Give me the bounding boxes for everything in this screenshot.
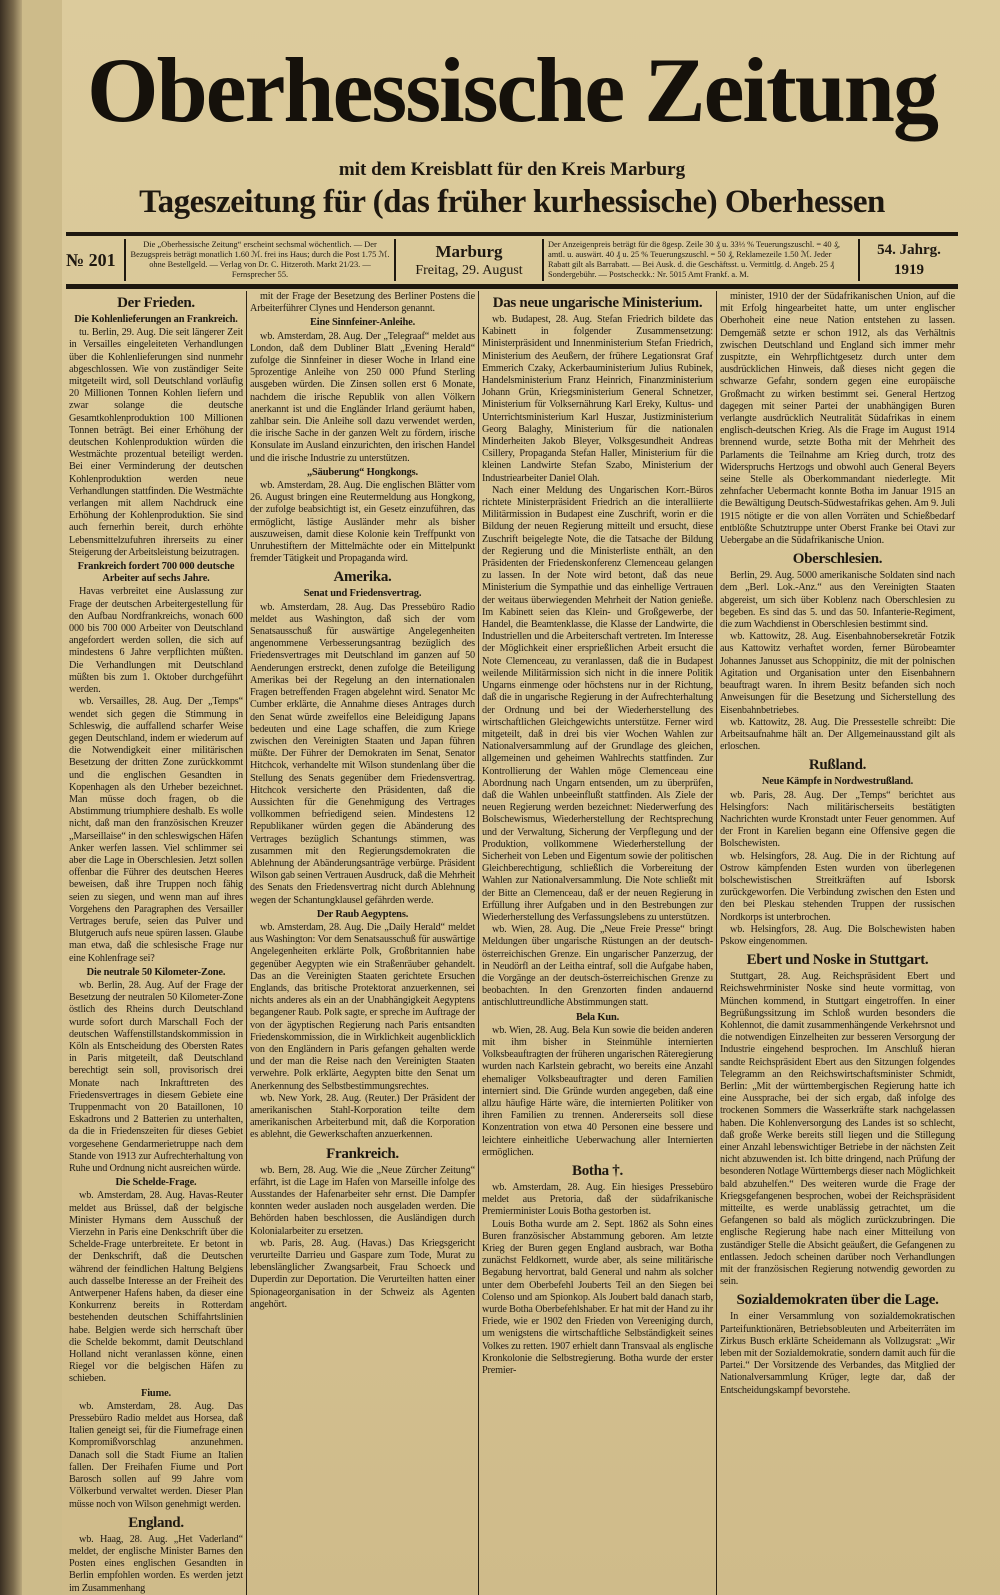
- page-content: [66, 0, 958, 1595]
- city: Marburg: [435, 241, 503, 261]
- volume-year: [860, 240, 958, 280]
- article-headline: Amerika.: [333, 569, 392, 586]
- masthead-subtitle: mit dem Kreisblatt für den Kreis Marburg: [338, 159, 686, 180]
- article-subheadline: „Säuberung“ Hongkongs.: [306, 466, 419, 478]
- article-headline: England.: [128, 1514, 184, 1531]
- masthead-title: Oberhessische Zeitung: [87, 39, 937, 141]
- article-paragraph: wb. Amsterdam, 28. Aug. Der „Telegraaf“ meldet aus London, daß dem Dubliner Blatt „Evening Herald“ zufolge die Sinnfeiner in dieser Woche in Irland eine 5prozentige Anleihe von 250 000 Pfund Sterling ausgeben würden. Die Zinsen sollen erst 6 Monate, nachdem die irische Republik von allen Völkern anerkannt ist und die Engländer Irland geräumt haben, zahlbar sein. Die Anleihe soll dazu verwendet werden, die irische Sache in der ganzen Welt zu fördern, irische Konsulate im Ausland einzurichten, den irischen Handel und die irische Industrie zu unterstützen.: [250, 330, 475, 464]
- article-subheadline: Eine Sinnfeiner-Anleihe.: [309, 317, 416, 329]
- article-paragraph: wb. Kattowitz, 28. Aug. Eisenbahnobersekretär Fotzik aus Kattowitz verhaftet worden, ferner Bürobeamter Johannes Janusset aus Schoppinitz, die mit der polnischen Agitation und Organisation unter den Eisenbahnern beauftragt waren. In ihrem Besitz befanden sich noch Anweisungen für die Besetzung und Sicherstellung des Eisenbahnbetriebes.: [720, 631, 955, 716]
- article-subheadline: Die Schelde-Frage.: [115, 1177, 197, 1189]
- article-subheadline: Die Kohlenlieferungen an Frankreich.: [74, 314, 238, 325]
- publisher-note: Die „Oberhessische Zeitung“ erscheint sechsmal wöchentlich. — Der Bezugspreis beträgt monatlich 1.60 ℳ. frei ins Haus; durch die Post 1.75 ℳ. ohne Bestellgeld. — Verlag von Dr. C. Hitzeroth. Markt 21/23. — Fernsprecher 55.: [124, 239, 396, 281]
- article-paragraph: wb. Budapest, 28. Aug. Stefan Friedrich bildete das Kabinett in folgender Zusammensetzung: Ministerpräsident und Innenministerium Stefan Friedrich, Ministerium des Aeußern, der frühere Legationsrat Graf Emmerich Czaky, Ackerbauministerium Julius Rubinek, Handelsministerium Franz Heinrich, Finanzministerium Johann Grün, Kriegsministerium General Schnetzer, Ministerium für Volksernährung Karl Ereky, Kultus- und Unterrichtsministerium Karl Huszar, Justizministerium Georg Balaghy, Ministerium für die nationalen Minderheiten Jakob Bleyer, Volksgesundheit Andreas Csillery, Propaganda Stefan Haller, Ministerium für die kleinen Landwirte Stefan Szabo, Ministerium der Industriearbeiter Daniel Olah.: [482, 314, 713, 484]
- article-columns: [66, 291, 958, 1595]
- article-paragraph: wb. Amsterdam, 28. Aug. Die „Daily Herald“ meldet aus Washington: Vor dem Senatsausschuß für auswärtige Angelegenheiten erklärte Polk, Großbritannien habe gegenüber Aegypten wie ein Straßenräuber gehandelt. Das an die Vereinigten Staaten gerichtete Ersuchen Englands, das britische Protektorat anzuerkennen, sei nichts anderes als ein an der Unabhängigkeit Aegyptens begangener Raub. Polk sagte, er spreche im Auftrage der von der ägyptischen Regierung nach Paris entsandten Friedenskommission, die in Wirklichkeit augenblicklich von den Engländern in Paris gefangen gehalten werde und der man die Reise nach den Vereinigten Staaten verwehre. Polk erklärte, Aegypten bitte den Senat um Anerkennung des Selbstbestimmungsrechtes.: [250, 921, 475, 1092]
- article-subheadline: Neue Kämpfe in Nordwestrußland.: [761, 776, 914, 788]
- issue-date: Freitag, 29. August: [415, 262, 523, 278]
- article-paragraph: wb. Wien, 28. Aug. Die „Neue Freie Presse“ bringt Meldungen über ungarische Rüstungen an der deutsch-österreichischen Grenze. Ein ungarischer Panzerzug, der in Neudörfl an der Leitha eintraf, soll die Aufgabe haben, die Vorgänge an der deutsch-österreichischen Grenze zu beobachten. In den Grenzorten finden andauernd antischluttreundliche Abstimmungen statt.: [482, 924, 713, 1009]
- article-headline: Ebert und Noske in Stuttgart.: [746, 952, 929, 969]
- column-3: [478, 291, 716, 1595]
- article-paragraph: wb. Paris, 28. Aug. (Havas.) Das Kriegsgericht verurteilte Darrieu und Gaspare zum Tode, Murat zu lebenslänglicher Zwangsarbeit, Frau Schoeck und Duperdin zur Deportation. Die Verurteilten hatten einer Spionageorganisation in der Schweiz als Agenten angehört.: [250, 1237, 475, 1310]
- article-paragraph: Berlin, 29. Aug. 5000 amerikanische Soldaten sind nach dem „Berl. Lok.-Anz.“ aus den Vereinigten Staaten abgereist, um sich über Koblenz nach Oberschlesien zu begeben. Es sind das 5. und das 50. Infanterie-Regiment, die zum Wachdienst in Oberschlesien bestimmt sind.: [720, 570, 955, 631]
- adjacent-page-strip: [22, 0, 63, 1595]
- article-paragraph: wb. Versailles, 28. Aug. Der „Temps“ wendet sich gegen die Stimmung in Schleswig, die auffallend scharfer Weise gegen Deutschland, indem er wiederum auf die Notwendigkeit einer militärischen Besetzung der dritten Zone zurückkommt und die englischen Gesandten in Kopenhagen als den Urheber bezeichnet. Man müsse doch fragen, ob die Abstimmung triumphiere deshalb. Es wolle nicht, daß man den französischen Kreuzer „Marseillaise“ in den schleswigschen Häfen Anker werfen lassen. Viel schlimmer sei aber die Lage in Oberschlesien. Jetzt sollen offenbar die Führer des deutschen Heeres beweisen, daß ihre Truppen noch fähig seien zu siegen, und wenn man auf ihres Vorgehens den Paragraphen des Versailler Vertrages berufe, seien das Pulver und Blutgeruch aufs neue spüren lassen. Glaube man etwa, daß die schlesische Frage nur eine Kohlenfrage sei?: [69, 696, 243, 964]
- article-paragraph: wb. Amsterdam, 28. Aug. Die englischen Blätter vom 26. August bringen eine Reutermeldung aus Hongkong, der zufolge beabsichtigt ist, ein Gesetz einzuführen, das ermöglicht, lästige Ausländer mehr als bisher auszuweisen, damit diese Kolonie kein Treffpunkt von Unruhestiftern der Mittelmächte oder ein Mittelpunkt fremder Tätigkeit und Propaganda wird.: [250, 480, 475, 565]
- dateline: [396, 242, 542, 279]
- article-paragraph: wb. Paris, 28. Aug. Der „Temps“ berichtet aus Helsingfors: Nach militärischerseits bestätigten Nachrichten wurde Kronstadt unter Feuer genommen. Auf der Front in Karelien begann eine Offensive gegen die Bolschewisten.: [720, 789, 955, 850]
- article-paragraph: Louis Botha wurde am 2. Sept. 1862 als Sohn eines Buren französischer Abstammung geboren. Am letzte Krieg der Buren gegen England ausbrach, war Botha zunächst Feldkornett, wurde aber, als seine militärische Begabung hervortrat, bald General und nahm als solcher unter dem Oberbefehl Jouberts Teil an den Siegen bei Colenso und am Spionkop. Als Joubert bald danach starb, wurde Botha Oberbefehlshaber. Er hat mit der Hand zu ihr Friede, wie er 1902 den Frieden von Vereeniging durch, um wenigstens die wirtschaftliche Selbständigkeit seines Volkes zu retten. 1907 erhielt dann Transvaal als englische Kronkolonie die Selbstregierung. Botha wurde der erster Premier-: [482, 1218, 713, 1377]
- year: 1919: [894, 262, 924, 278]
- article-subheadline: Die neutrale 50 Kilometer-Zone.: [86, 966, 226, 978]
- article-paragraph: wb. Wien, 28. Aug. Bela Kun sowie die beiden anderen mit ihm bisher in Steinmühle internierten Volksbeauftragten der früheren ungarischen Räteregierung wurden nach Karlstein gebracht, wo bereits eine Anzahl ehemaliger Volksbeauftragter und deren Familien interniert sind. Die Gründe wurden angegeben, daß eine allzu häufige Härte wäre, die internierten Politiker von ihren Familien zu trennen. Andererseits soll diese Konzentration von etwa 40 Personen eine bessere und leichtere einheitliche Ueberwachung aller Internierten ermöglichen.: [482, 1024, 713, 1158]
- article-headline: Rußland.: [808, 757, 867, 774]
- article-headline: Der Frieden.: [117, 295, 195, 311]
- article-paragraph: wb. Helsingfors, 28. Aug. Die Bolschewisten haben Pskow eingenommen.: [720, 923, 955, 947]
- article-paragraph: Havas verbreitet eine Auslassung zur Frage der deutschen Arbeitergestellung für den Aufbau Nordfrankreichs, wonach 600 000 bis 700 000 Arbeiter von Deutschland angefordert werden sollen, die sich auf mindestens 6 Jahre verpflichten müßten. Die Verhandlungen mit Deutschland müßten bis zum 1. Oktober durchgeführt werden.: [69, 586, 243, 696]
- article-paragraph: wb. Haag, 28. Aug. „Het Vaderland“ meldet, der englische Minister Barnes den Posten eines englischen Gesandten in Berlin empfohlen worden. Es werden jetzt im Zusammenhang: [69, 1533, 243, 1594]
- article-paragraph: wb. Bern, 28. Aug. Wie die „Neue Zürcher Zeitung“ erfährt, ist die Lage im Hafen von Marseille infolge des Ausstandes der Hafenarbeiter sehr ernst. Die Dampfer konnten weder ausladen noch ausgeladen werden. Die Behörden haben beschlossen, die Ausländigen durch Kolonialarbeiter zu ersetzen.: [250, 1164, 475, 1237]
- article-subheadline: Fiume.: [141, 1387, 171, 1399]
- article-paragraph: wb. Amsterdam, 28. Aug. Das Pressebüro Radio meldet aus Horsea, daß Italien geneigt sei, für die Fiumefrage einen Kompromißvorschlag anzunehmen. Danach soll die Stadt Fiume an Italien fallen. Der Freihafen Fiume und Port Barosch sollen auf 99 Jahre vom Völkerbund verwaltet werden. Dieser Plan müsse noch von Wilson genehmigt werden.: [69, 1400, 243, 1510]
- article-headline: Botha †.: [572, 1163, 623, 1180]
- column-2: [246, 291, 478, 1595]
- issue-number: № 201: [66, 249, 116, 270]
- article-subheadline: Senat und Friedensvertrag.: [303, 588, 422, 600]
- article-headline: Frankreich.: [326, 1145, 399, 1162]
- volume: 54. Jahrg.: [877, 242, 941, 258]
- article-paragraph: tu. Berlin, 29. Aug. Die seit längerer Zeit in Versailles eingeleiteten Verhandlungen über die Kohlenlieferungen sind nunmehr abgeschlossen. Wie von zuständiger Seite mitgeteilt wird, soll Deutschland vorläufig 20 Millionen Tonnen Kohlen liefern und zwar solange die deutsche Gesamtkohlenproduktion 100 Millionen Tonnen beträgt. Bei einer Erhöhung der deutschen Kohlenproduktion würden die Westmächte prozentual beteiligt werden. Bei einer Verminderung der deutschen Kohlenproduktion werden neue Verhandlungen stattfinden. Die Westmächte verlangen mit allem Nachdruck eine Erhöhung der Kohlenproduktion. Sie sind auch fernerhin bereit, durch erhöhte Lebensmittelzufuhren ihrerseits zu einer Steigerung der Arbeitsleistung beizutragen.: [69, 327, 243, 558]
- article-paragraph: minister, 1910 der der Südafrikanischen Union, auf die mit Erfolg hingearbeitet hatte, um unter englischer Oberhoheit eine neue Nation entstehen zu lassen. Demgemäß setzte er schon 1912, als das Verhältnis zwischen Deutschland und England sich immer mehr zuspitzte, ein Wehrpflichtgesetz durch unter dem ausdrücklichen Hinweis, daß dieses nicht gegen die schwarze Gefahr, sondern gegen eine europäische Großmacht zu wirken bestimmt sei. General Hertzog dagegen mit seiner Partei der unabhängigen Buren verlangte ausdrücklich Neutralität Südafrikas in einem englisch-deutschen Krieg. Als die Frage im August 1914 brennend wurde, setzte Botha mit der Mehrheit des Parlaments die Teilnahme am Krieg durch, trotz des Widerspruchs Hertzogs und obwohl auch General Beyers seine Stelle als Oberkommandant niederlegte. Mit zehnfacher Uebermacht konnte Botha im Januar 1915 an die Bewältigung Deutsch-Südwestafrikas gehen. Am 9. Juli 1915 nötigte er die von allen Vorräten und Schießbedarf entblößte Schutztruppe unter Oberst Franke bei Otavi zur Uebergabe an die Südafrikanische Union.: [720, 291, 955, 547]
- article-paragraph: wb. Kattowitz, 28. Aug. Die Pressestelle schreibt: Die Arbeitsaufnahme hält an. Der Allgemeinausstand gilt als erloschen.: [720, 716, 955, 753]
- scan-edge: [0, 0, 22, 1595]
- article-headline: Sozialdemokraten über die Lage.: [736, 1292, 939, 1309]
- article-paragraph: Nach einer Meldung des Ungarischen Korr.-Büros richtete Ministerpräsident Friedrich an die interalliierte Militärmission in Budapest eine Zuschrift, worin er die Bildung der neuen Regierung mitteilt und ersucht, diese Zuschrift beigelegte Note, die die Tatsache der Bildung der Regierung und die Ministerliste enthält, an den Präsidenten der Friedenskonferenz Clemenceau gelangen zu lassen. In der Note wird betont, daß das neue Ministerium die Sympathie und das einhellige Vertrauen der weitaus überwiegenden Mehrheit der Nation genieße. Im Kabinett seien das Klein- und Großgewerbe, der Handel, die Beamtenklasse, die Klasse der Landwirte, die Industriellen und die Arbeiterschaft vertreten. Im Interesse der Möglichkeit einer ersprießlichen Arbeit ersucht die Note Clemenceau, zu veranlassen, daß die in Budapest weilende Militärmission sich nicht in die innere Politik Ungarns einmenge oder höchstens nur in der Richtung, daß die in ungarische Regierung in der Aufrechterhaltung der Ordnung und bei der Wiederherstellung des wirtschaftlichen Gleichgewichts unterstütze. Ferner wird mitgeteilt, daß in drei bis vier Wochen Wahlen zur Nationalversammlung auf der Grundlage des gleichen, allgemeinen und geheimen Wahlrechts stattfinden. Zur Kontrollierung der Wahlen möge Clemenceau eine Abordnung nach Ungarn entsenden, um zu überprüfen, daß die Wahlen unbeeinflußt stattfinden. Als Ziele der neuen Regierung werden bezeichnet: Niederwerfung des Bolschewismus, Wiederherstellung der Rechtsprechung und der Verwaltung, Sicherung der Verpflegung und der Produktion, vollkommene Wiederherstellung der Sicherheit von Leben und Eigentum sowie der politischen Gleichberechtigung, schließlich die Vorbereitung der Wahlen zur Nationalversammlung. Die Note schließt mit der Bitte an Clemenceau, daß er der neuen Regierung in Erfüllung ihrer Aufgaben und in den Bestrebungen zur Wiederherstellung des Verfassungslebens zu unterstützen.: [482, 484, 713, 923]
- article-headline: Oberschlesien.: [792, 551, 883, 568]
- header-info-bar: [66, 232, 958, 289]
- article-subheadline: Bela Kun.: [575, 1011, 620, 1023]
- article-paragraph: wb. New York, 28. Aug. (Reuter.) Der Präsident der amerikanischen Stahl-Korporation teilte dem amerikanischen Arbeiterbund mit, daß die Korporation es ablehnt, die Gewerkschaften anzuerkennen.: [250, 1092, 475, 1141]
- article-paragraph: In einer Versammlung von sozialdemokratischen Parteifunktionären, Betriebsobleuten und Arbeiterräten im Zirkus Busch erklärte Scheidemann als Vollzugsrat: „Wir leben mit der Sozialdemokratie, sondern damit auch für die Partei.“ Der Vorsitzende des Verbandes, das Mitglied der Nationalversammlung Krüger, legte dar, daß der Entscheidungskampf bevorstehe.: [720, 1311, 955, 1396]
- article-paragraph: wb. Helsingfors, 28. Aug. Die in der Richtung auf Ostrow kämpfenden Esten wurden von überlegenen bolschewistischen Streitkräften auf Isborsk zurückgeworfen. Die Verbindung zwischen den Esten und den bei Pleskau stehenden Truppen der russischen Nordkorps ist unterbrochen.: [720, 850, 955, 923]
- masthead-tagline: Tageszeitung für (das früher kurhessische) Oberhessen: [139, 184, 885, 220]
- article-paragraph: Stuttgart, 28. Aug. Reichspräsident Ebert und Reichswehrminister Noske sind heute vormittag, von München kommend, in Stuttgart eingetroffen. In einer Begrüßungssitzung im Schloß wurden besonders die Kohlennot, die damit zusammenhängende Verkehrsnot und die notwendigen Einzelheiten zur besseren Versorgung der Industrie eingehend besprochen. Im Anschluß hieran sandte Reichspräsident Ebert aus den Sitzungen folgendes Telegramm an den Reichswirtschaftsminister Schmidt, Berlin: „Mit der württembergischen Regierung hatte ich eine Aussprache, bei der sich ergab, daß infolge des trockenen Sommers die Wasserkräfte stark nachgelassen haben. Die Kohlenversorgung des Landes ist so schlecht, daß große Werke bereits still liegen und die Stillegung einer Anzahl lebenswichtiger Betriebe in der nächsten Zeit nicht abzuwenden ist. Ich bitte dringend, nach Prüfung der besonderen Notlage Württembergs dieser nach Möglichkeit bald abzuhelfen.“ Des weiteren wurde die Frage der Kriegsgefangenen besprochen, wobei der Reichspräsident mitteilte, es werde unablässig getrachtet, um die Gefangenen so bald als möglich zurückzubringen. Die englische Regierung habe nach einer Mitteilung von zuständiger Stelle die Absicht geäußert, die Gefangenen zu entlassen. Jedoch scheinen darüber noch Verhandlungen mit der französischen Regierung notwendig geworden zu sein.: [720, 971, 955, 1288]
- article-subheadline: Der Raub Aegyptens.: [316, 908, 409, 920]
- column-4: [716, 291, 958, 1595]
- article-paragraph: wb. Berlin, 28. Aug. Auf der Frage der Besetzung der neutralen 50 Kilometer-Zone östlich des Rheins durch Deutschland wurde sofort durch Marschall Foch der deutschen Waffenstillstandskommission in Köln als Entscheidung des Obersten Rates in Paris mitgeteilt, daß Deutschland berechtigt sein soll, provisorisch drei Monate nach Inkrafttreten des Friedensvertrages in diesem Gebiete eine Truppenmacht von 20 Bataillonen, 10 Eskadrons und 2 Batterien zu unterhalten, da die in Friedenszeiten für dieses Gebiet vorgesehene Gendarmerietruppe nach dem Stande von 1913 zur Aufrechterhaltung von Ruhe und Ordnung nicht ausreichen würde.: [69, 979, 243, 1175]
- article-headline: Das neue ungarische Ministerium.: [492, 295, 703, 311]
- article-paragraph: mit der Frage der Besetzung des Berliner Postens die Arbeiterführer Clynes und Henderson genannt.: [250, 291, 475, 315]
- advertising-rates: Der Anzeigenpreis beträgt für die 8gesp. Zeile 30 ₰ u. 33⅓ % Teuerungszuschl. = 40 ₰, amtl. u. auswärt. 40 ₰ u. 25 % Teuerungszuschl. = 50 ₰, Reklamezeile 1.50 ℳ. Jeder Rabatt gilt als Barrabatt. — Bei Ausk. d. die Geschäftsst. u. Vermittlg. d. Angeb. 25 ₰ Sondergebühr. — Postscheckk.: Nr. 5015 Amt Frankf. a. M.: [542, 239, 860, 281]
- article-paragraph: wb. Amsterdam, 28. Aug. Das Pressebüro Radio meldet aus Washington, daß sich der vom Senatsausschuß für auswärtige Angelegenheiten angenommene Verbesserungsantrag bezüglich des Friedensvertrages mit Deutschland im ganzen auf 50 Aenderungen erstreckt, denen zufolge die Beteiligung Amerikas bei der Regelung an den internationalen Fragen betreffenden Fragen abgelehnt wird. Senator Mc Cumber erklärte, die Annahme dieses Antrages durch den Senat würde zweifellos eine Beleidigung Japans bedeuten und eine Lage schaffen, die zum Kriege zwischen den Vereinigten Staaten und Japan führen müßte. Der Führer der Demokraten im Senat, Senator Hitchcok, verhandelte mit Wilson stundenlang über die Stellung des Senats gegenüber dem Friedensvertrag. Hitchcok versicherte den Präsidenten, daß die Aussichten für die Genehmigung des Vertrages vollkommen befriedigend seien. Mindestens 12 Republikaner würden gegen die Abänderung des Vertrages bezüglich Schantungs stimmen, was zusammen mit den Regierungsdemokraten die Ablehnung der Abänderungsanträge verbürge. Präsident Wilson gab seinen Vertrauen Ausdruck, daß die Mehrheit des Senats den Friedensvertrag nicht durch Ablehnung wegen der Schantungklausel gefährden werde.: [250, 601, 475, 906]
- article-paragraph: wb. Amsterdam, 28. Aug. Ein hiesiges Pressebüro meldet aus Pretoria, daß der südafrikanische Premierminister Louis Botha gestorben ist.: [482, 1182, 713, 1218]
- article-paragraph: wb. Amsterdam, 28. Aug. Havas-Reuter meldet aus Brüssel, daß der belgische Minister Hymans dem Ausschuß der Vierzehn in Paris eine Denkschrift über die Schelde-Frage unterbreitete. Er betont in der Denkschrift, daß die Deutschen während der feindlichen Haltung Belgiens auch dasselbe Interesse an der Freiheit des Antwerpener Hafens haben, da dieser eine Konkurrenz bereits in Rotterdam bestehenden deutschen Schiffahrtslinien habe. Belgien werde sich herrschaft über die Schelde bekommt, damit Deutschland Holland nicht veranlassen könne, einen Riegel vor die belgischen Häfen zu schieben.: [69, 1190, 243, 1385]
- column-1: [66, 291, 246, 1595]
- article-subheadline: Frankreich fordert 700 000 deutsche Arbeiter auf sechs Jahre.: [77, 561, 235, 585]
